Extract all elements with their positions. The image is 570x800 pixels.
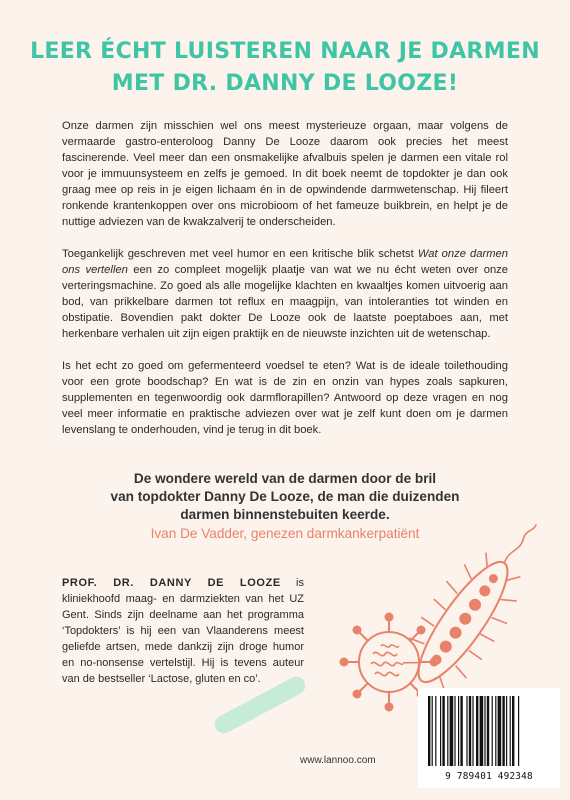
- barcode-bar: [432, 696, 433, 766]
- barcode-bar: [442, 696, 444, 766]
- barcode-bar: [450, 696, 454, 766]
- barcode-bar: [512, 696, 514, 766]
- barcode-bar: [498, 696, 502, 766]
- barcode-bar: [484, 696, 485, 766]
- barcode-bar: [466, 696, 467, 766]
- barcode-bar: [476, 696, 478, 766]
- barcode-bar: [458, 696, 459, 766]
- publisher-url: www.lannoo.com: [300, 755, 376, 766]
- barcode-bar: [480, 696, 484, 766]
- headline-line-1: LEER ÉCHT LUISTEREN NAAR JE DARMEN: [30, 39, 540, 64]
- book-title-italic: Wat onze darmen ons vertellen: [62, 248, 508, 276]
- barcode-bar: [495, 696, 496, 766]
- capsule-illustration: [212, 674, 309, 737]
- quote-line-3: darmen binnenstebuiten keerde.: [180, 507, 390, 522]
- barcode-bar: [460, 696, 462, 766]
- barcode-bar: [506, 696, 507, 766]
- blurb-paragraph-2-intro: Toegankelijk geschreven met veel humor en een kritische blik schetst: [62, 248, 418, 260]
- quote-author: Ivan De Vadder, genezen darmkankerpatiënt: [150, 526, 420, 541]
- barcode-bar: [428, 696, 430, 766]
- blurb-paragraph-2-rest: een zo compleet mogelijk plaatje van wat we nu écht weten over onze verteringsmachine. Zo goed als alle mogelijke klachten en kwaaltjes komen uitvoerig aan bod, van prikkelbare darmen tot reflux en maagpijn, van intoleranties tot winden en obstipatie. Bovendien pakt dokter De Looze ook de laatste poeptaboes aan, met herkenbare verhalen uit zijn eigen praktijk en de nieuwste inzichten uit de wetenschap.: [62, 264, 508, 340]
- headline-line-2: MET DR. DANNY DE LOOZE!: [111, 71, 459, 96]
- barcode-bar: [469, 696, 471, 766]
- barcode-bar: [487, 696, 489, 766]
- barcode-digits: 9 789401 492348: [445, 771, 533, 782]
- barcode-bar: [435, 696, 436, 766]
- author-bio-text: is kliniekhoofd maag- en darmziekten van het UZ Gent. Sinds zijn deelname aan het programma ‘Topdokters’ is hij een van Vlaanderens meest geliefde artsen, mede dankzij zijn droge humor en no-nonsense vertelstijl. Hij is tevens auteur van de bestseller ‘Lactose, gluten en co’.: [62, 577, 305, 685]
- barcode-bar: [510, 696, 511, 766]
- barcode-bar: [472, 696, 473, 766]
- barcode-bar: [447, 696, 448, 766]
- quote-line-1: De wondere wereld van de darmen door de bril: [133, 471, 437, 486]
- barcode-bar: [440, 696, 441, 766]
- barcode-bar: [492, 696, 493, 766]
- quote-line-2: van topdokter Danny De Looze, de man die duizenden: [110, 489, 460, 504]
- barcode-bar: [502, 696, 504, 766]
- blurb-paragraph-1: Onze darmen zijn misschien wel ons meest mysterieuze orgaan, maar volgens de vermaarde gastro-enteroloog Danny De Looze daarom ook precies het meest fascinerende. Veel meer dan een onsmakelijke afvalbuis spelen je darmen een vitale rol voor je immuunsysteem en zelfs je gemoed. In dit boek neemt de topdokter je dan ook graag mee op reis in je eigen lichaam én in de opwindende darmwetenschap. Hij fileert ronkende krantenkoppen over ons microbioom of het fameuze buikbrein, en helpt je de nuttige adviezen van de kwakzalverij te onderscheiden.: [62, 120, 508, 228]
- blurb-paragraph-3: Is het echt zo goed om gefermenteerd voedsel te eten? Wat is de ideale toilethouding voor een grote boodschap? En wat is de zin en onzin van hypes zoals sapkuren, supplementen en tegenwoordig ook darmflorapillen? Antwoord op deze vragen en nog veel meer informatie en praktische adviezen over wat je zelf kunt doen om je darmen levenslang te onderhouden, vind je terug in dit boek.: [62, 360, 508, 436]
- barcode-bar: [518, 696, 519, 766]
- author-name: PROF. DR. DANNY DE LOOZE: [62, 577, 281, 589]
- barcode: [418, 688, 560, 788]
- barcode-bar: [454, 696, 455, 766]
